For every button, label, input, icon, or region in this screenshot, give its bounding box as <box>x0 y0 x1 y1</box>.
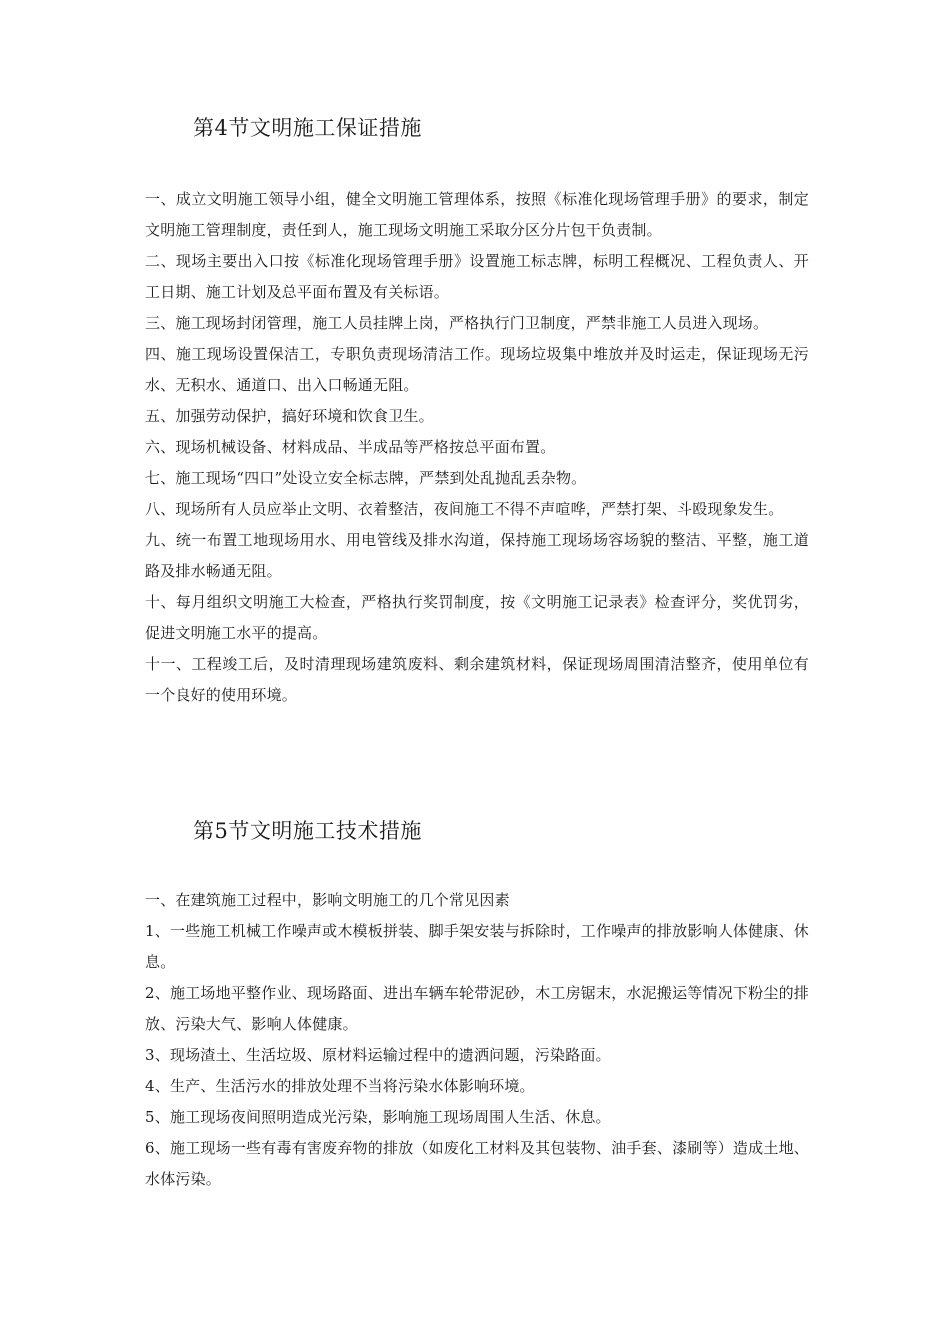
paragraph: 一、成立文明施工领导小组，健全文明施工管理体系，按照《标准化现场管理手册》的要求，制定文明施工管理制度，责任到人，施工现场文明施工采取分区分片包干负责制。 <box>145 190 809 239</box>
paragraph: 5、施工现场夜间照明造成光污染，影响施工现场周围人生活、休息。 <box>145 1108 611 1126</box>
paragraph: 3、现场渣土、生活垃圾、原材料运输过程中的遗洒问题，污染路面。 <box>145 1046 611 1064</box>
paragraph: 十、每月组织文明施工大检查，严格执行奖罚制度，按《文明施工记录表》检查评分，奖优罚劣，促进文明施工水平的提高。 <box>145 593 809 642</box>
paragraph: 十一、工程竣工后，及时清理现场建筑废料、剩余建筑材料，保证现场周围清洁整齐，使用单位有一个良好的使用环境。 <box>145 655 809 704</box>
section-civilized-construction-technical <box>145 815 809 1195</box>
section-civilized-construction-guarantee <box>145 112 809 711</box>
paragraph: 6、施工现场一些有毒有害废弃物的排放（如废化工材料及其包装物、油手套、漆刷等）造成土地、水体污染。 <box>145 1139 809 1188</box>
section-heading: 第5节文明施工技术措施 <box>193 819 422 843</box>
paragraph: 二、现场主要出入口按《标准化现场管理手册》设置施工标志牌，标明工程概况、工程负责人、开工日期、施工计划及总平面布置及有关标语。 <box>145 252 809 301</box>
paragraph: 九、统一布置工地现场用水、用电管线及排水沟道，保持施工现场场容场貌的整洁、平整，施工道路及排水畅通无阻。 <box>145 531 809 580</box>
section-heading: 第4节文明施工保证措施 <box>193 116 422 140</box>
paragraph: 1、一些施工机械工作噪声或木模板拼装、脚手架安装与拆除时，工作噪声的排放影响人体健康、休息。 <box>145 922 809 971</box>
paragraph: 三、施工现场封闭管理，施工人员挂牌上岗，严格执行门卫制度，严禁非施工人员进入现场。 <box>145 314 769 332</box>
paragraph: 四、施工现场设置保洁工，专职负责现场清洁工作。现场垃圾集中堆放并及时运走，保证现场无污水、无积水、通道口、出入口畅通无阻。 <box>145 345 809 394</box>
paragraph: 六、现场机械设备、材料成品、半成品等严格按总平面布置。 <box>145 438 556 456</box>
paragraph: 一、在建筑施工过程中，影响文明施工的几个常见因素 <box>145 891 510 909</box>
paragraph: 五、加强劳动保护，搞好环境和饮食卫生。 <box>145 407 434 425</box>
paragraph: 4、生产、生活污水的排放处理不当将污染水体影响环境。 <box>145 1077 535 1095</box>
paragraph: 七、施工现场“四口”处设立安全标志牌，严禁到处乱抛乱丢杂物。 <box>145 469 587 487</box>
paragraph: 2、施工场地平整作业、现场路面、进出车辆车轮带泥砂，木工房锯末，水泥搬运等情况下粉尘的排放、污染大气、影响人体健康。 <box>145 984 809 1033</box>
paragraph: 八、现场所有人员应举止文明、衣着整洁，夜间施工不得不声喧哗，严禁打架、斗殴现象发生。 <box>145 500 784 518</box>
